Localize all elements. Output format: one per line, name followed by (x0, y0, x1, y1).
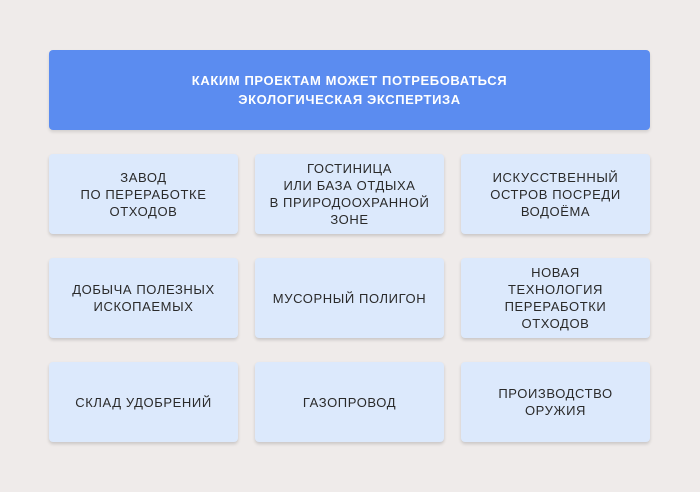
card-mineral-extraction (49, 258, 238, 338)
card-hotel-or-resort (255, 154, 444, 234)
card-label: ЗАВОД ПО ПЕРЕРАБОТКЕ ОТХОДОВ (80, 169, 207, 219)
card-fertilizer-warehouse (49, 362, 238, 442)
card-label: ДОБЫЧА ПОЛЕЗНЫХ ИСКОПАЕМЫХ (72, 282, 215, 314)
card-label: ГОСТИНИЦА ИЛИ БАЗА ОТДЫХА В ПРИРОДООХРАННОЙ ЗОНЕ (269, 161, 430, 227)
card-label: СКЛАД УДОБРЕНИЙ (75, 394, 212, 410)
card-gas-pipeline (255, 362, 444, 442)
card-label: ПРОИЗВОДСТВО ОРУЖИЯ (498, 386, 613, 418)
card-label: ИСКУССТВЕННЫЙ ОСТРОВ ПОСРЕДИ ВОДОЁМА (490, 169, 621, 219)
card-weapons-production (461, 362, 650, 442)
card-label: НОВАЯ ТЕХНОЛОГИЯ ПЕРЕРАБОТКИ ОТХОДОВ (504, 265, 607, 331)
card-waste-processing-plant (49, 154, 238, 234)
header-banner (49, 50, 650, 130)
card-label: МУСОРНЫЙ ПОЛИГОН (272, 290, 427, 306)
card-label: ГАЗОПРОВОД (302, 394, 397, 410)
card-artificial-island (461, 154, 650, 234)
card-landfill (255, 258, 444, 338)
header-title: КАКИМ ПРОЕКТАМ МОЖЕТ ПОТРЕБОВАТЬСЯ ЭКОЛОГИЧЕСКАЯ ЭКСПЕРТИЗА (191, 73, 508, 107)
card-new-recycling-technology (461, 258, 650, 338)
